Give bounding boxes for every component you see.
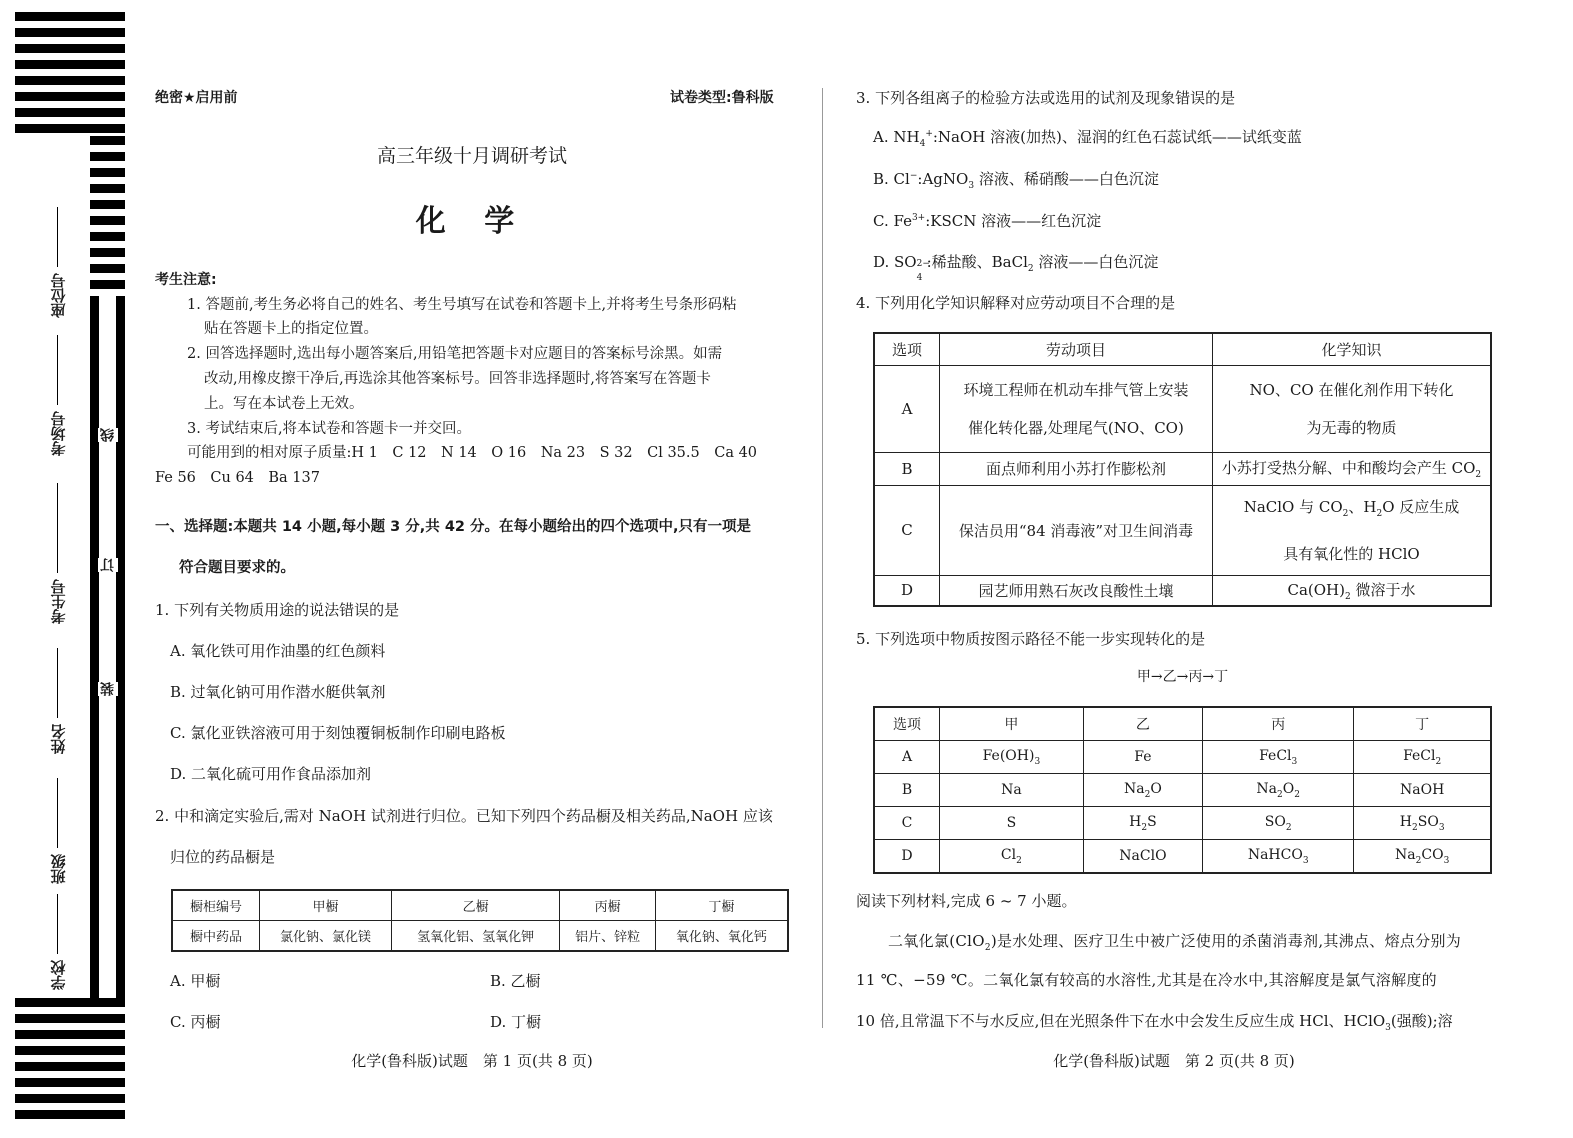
q3-option-b: B. Cl−:AgNO$_3$ 溶液、稀硝酸——白色沉淀	[873, 170, 1159, 191]
table-cell: 氧化钠、氧化钙	[655, 921, 788, 952]
q4-stem: 4. 下列用化学知识解释对应劳动项目不合理的是	[856, 294, 1176, 312]
binding-bar-left	[90, 296, 99, 998]
q3-stem: 3. 下列各组离子的检验方法或选用的试剂及现象错误的是	[856, 89, 1236, 107]
table-cell: 园艺师用熟石灰改良酸性土壤	[940, 575, 1213, 606]
notice-line: 2. 回答选择题时,选出每小题答案后,用铅笔把答题卡对应题目的答案标号涂黑。如需	[187, 346, 723, 362]
table-cell: $H_2SO_3$	[1354, 807, 1491, 840]
field-seat-number: 座位号	[40, 198, 76, 318]
binding-stripes-middle	[90, 136, 125, 296]
q5-path: 甲→乙→丙→丁	[1136, 669, 1229, 685]
notice-line: 1. 答题前,考生务必将自己的姓名、考生号填写在试卷和答题卡上,并将考生号条形码粘	[187, 297, 737, 313]
binding-stripes-bottom	[15, 998, 125, 1124]
q1-option-b: B. 过氧化钠可用作潜水艇供氧剂	[170, 683, 386, 701]
q1-option-d: D. 二氧化硫可用作食品添加剂	[170, 765, 372, 783]
q1-option-c: C. 氯化亚铁溶液可用于刻蚀覆铜板制作印刷电路板	[170, 724, 506, 742]
table-cell: 面点师利用小苏打作膨松剂	[940, 452, 1213, 485]
table-cell: 橱中药品	[172, 921, 260, 952]
q5-table	[873, 706, 1492, 874]
cut-label-bind: 订	[100, 558, 116, 572]
q5-stem: 5. 下列选项中物质按图示路径不能一步实现转化的是	[856, 630, 1206, 648]
notice-line: 改动,用橡皮擦干净后,再选涂其他答案标号。回答非选择题时,将答案写在答题卡	[204, 371, 711, 387]
notice-line: 贴在答题卡上的指定位置。	[204, 321, 378, 337]
table-cell: D	[874, 840, 940, 874]
q2-stem: 2. 中和滴定实验后,需对 NaOH 试剂进行归位。已知下列四个药品橱及相关药品,NaOH 应该	[155, 807, 773, 825]
subject-title: 化 学	[415, 204, 529, 239]
q2-option-c: C. 丙橱	[170, 1013, 221, 1031]
table-cell: C	[874, 807, 940, 840]
section-heading: 一、选择题:本题共 14 小题,每小题 3 分,共 42 分。在每小题给出的四个选项中,只有一项是	[155, 519, 752, 535]
table-row	[874, 485, 1491, 575]
q2-option-b: B. 乙橱	[490, 972, 541, 990]
reading-paragraph-line: 11 ℃、−59 ℃。二氧化氯有较高的水溶性,尤其是在冷水中,其溶解度是氯气溶解度的	[856, 971, 1437, 989]
table-cell: A	[874, 365, 940, 452]
notice-line: 上。写在本试卷上无效。	[204, 396, 364, 412]
page-footer-right: 化学(鲁科版)试题 第 2 页(共 8 页)	[1053, 1052, 1295, 1070]
table-cell: $Cl_2$	[940, 840, 1084, 874]
binding-stripes-top	[15, 12, 125, 136]
q3-option-a: A. $NH_4^+:NaOH$ 溶液(加热)、湿润的红色石蕊试纸——试纸变蓝	[873, 128, 1302, 149]
table-row	[874, 365, 1491, 452]
table-cell: 乙橱	[391, 890, 559, 921]
table-row	[874, 774, 1491, 807]
table-cell: B	[874, 774, 940, 807]
reading-paragraph-line: 10 倍,且常温下不与水反应,但在光照条件下在水中会发生反应生成 HCl、HClO$_3$(强酸);溶	[856, 1012, 1453, 1033]
table-cell: 环境工程师在机动车排气管上安装 催化转化器,处理尾气(NO、CO)	[940, 365, 1213, 452]
q3-option-d: D. SO 2− 4 :稀盐酸、BaCl$_2$ 溶液——白色沉淀	[873, 253, 1159, 283]
table-cell: FeCl$_3$	[1203, 741, 1354, 774]
field-school: 学校	[40, 890, 76, 990]
field-student-number: 考生号	[40, 464, 76, 624]
table-cell: 丁橱	[655, 890, 788, 921]
table-cell: 甲橱	[260, 890, 392, 921]
cut-label-line: 线	[100, 428, 116, 442]
table-row	[874, 741, 1491, 774]
table-row	[172, 921, 788, 952]
table-cell: 氯化钠、氯化镁	[260, 921, 392, 952]
q3-option-c: C. $Fe^{3+}:KSCN$ 溶液——红色沉淀	[873, 212, 1102, 230]
column-divider	[822, 88, 823, 1028]
table-cell: Fe	[1083, 741, 1202, 774]
paper-type: 试卷类型:鲁科版	[670, 90, 774, 106]
table-row	[874, 707, 1491, 741]
table-cell: 橱柜编号	[172, 890, 260, 921]
table-cell: 铝片、锌粒	[560, 921, 655, 952]
table-cell: NaClO 与 $CO_2$、$H_2O$ 反应生成 具有氧化性的 HClO	[1213, 485, 1492, 575]
table-cell: 保洁员用“84 消毒液”对卫生间消毒	[940, 485, 1213, 575]
q4-table	[873, 332, 1492, 607]
q2-stem-cont: 归位的药品橱是	[170, 848, 276, 866]
table-cell: $SO_2$	[1203, 807, 1354, 840]
secret-mark: 绝密★启用前	[155, 90, 238, 106]
q2-option-a: A. 甲橱	[170, 972, 221, 990]
table-cell: Na	[940, 774, 1084, 807]
table-cell: 劳动项目	[940, 333, 1213, 365]
table-cell: NaOH	[1354, 774, 1491, 807]
table-cell: 选项	[874, 333, 940, 365]
q1-option-a: A. 氧化铁可用作油墨的红色颜料	[170, 642, 386, 660]
q2-option-d: D. 丁橱	[490, 1013, 542, 1031]
table-cell: C	[874, 485, 940, 575]
table-cell: B	[874, 452, 940, 485]
table-cell: 丙橱	[560, 890, 655, 921]
field-exam-room: 考场号	[40, 326, 76, 456]
table-cell: S	[940, 807, 1084, 840]
table-row	[874, 333, 1491, 365]
table-cell: $Na_2CO_3$	[1354, 840, 1491, 874]
table-cell: $Na_2O$	[1083, 774, 1202, 807]
table-cell: 乙	[1083, 707, 1202, 741]
table-cell: NaClO	[1083, 840, 1202, 874]
table-cell: 化学知识	[1213, 333, 1492, 365]
table-cell: $Na_2O_2$	[1203, 774, 1354, 807]
table-row	[874, 807, 1491, 840]
notice-title: 考生注意:	[155, 272, 217, 288]
section-heading-cont: 符合题目要求的。	[179, 560, 295, 576]
exam-title: 高三年级十月调研考试	[376, 145, 567, 167]
table-cell: 选项	[874, 707, 940, 741]
binding-bar-right	[116, 296, 125, 998]
table-cell: NO、CO 在催化剂作用下转化 为无毒的物质	[1213, 365, 1492, 452]
atomic-masses-cont: Fe 56 Cu 64 Ba 137	[155, 470, 320, 486]
field-name: 姓名	[40, 634, 76, 754]
cut-label-pack: 装	[100, 682, 116, 696]
table-cell: NaHCO$_3$	[1203, 840, 1354, 874]
table-cell: $H_2S$	[1083, 807, 1202, 840]
table-row	[172, 890, 788, 921]
table-cell: 甲	[940, 707, 1084, 741]
reading-intro: 阅读下列材料,完成 6 ~ 7 小题。	[856, 892, 1077, 910]
table-row	[874, 840, 1491, 874]
table-cell: 丙	[1203, 707, 1354, 741]
field-class: 班级	[40, 764, 76, 884]
table-cell: 氢氧化铝、氢氧化钾	[391, 921, 559, 952]
table-cell: A	[874, 741, 940, 774]
table-cell: 小苏打受热分解、中和酸均会产生 $CO_2$	[1213, 452, 1492, 485]
table-row	[874, 575, 1491, 606]
table-cell: FeCl$_2$	[1354, 741, 1491, 774]
q2-cabinet-table	[171, 889, 789, 952]
table-row	[874, 452, 1491, 485]
atomic-masses: 可能用到的相对原子质量:H 1 C 12 N 14 O 16 Na 23 S 32 Cl 35.5 Ca 40	[187, 445, 758, 461]
reading-paragraph: 二氧化氯(ClO$_2$)是水处理、医疗卫生中被广泛使用的杀菌消毒剂,其沸点、熔点分别为	[888, 932, 1462, 953]
q1-stem: 1. 下列有关物质用途的说法错误的是	[155, 601, 400, 619]
table-cell: 丁	[1354, 707, 1491, 741]
page-footer-left: 化学(鲁科版)试题 第 1 页(共 8 页)	[351, 1052, 593, 1070]
table-cell: D	[874, 575, 940, 606]
notice-line: 3. 考试结束后,将本试卷和答题卡一并交回。	[187, 421, 472, 437]
table-cell: $Fe(OH)_3$	[940, 741, 1084, 774]
table-cell: $Ca(OH)_2$ 微溶于水	[1213, 575, 1492, 606]
